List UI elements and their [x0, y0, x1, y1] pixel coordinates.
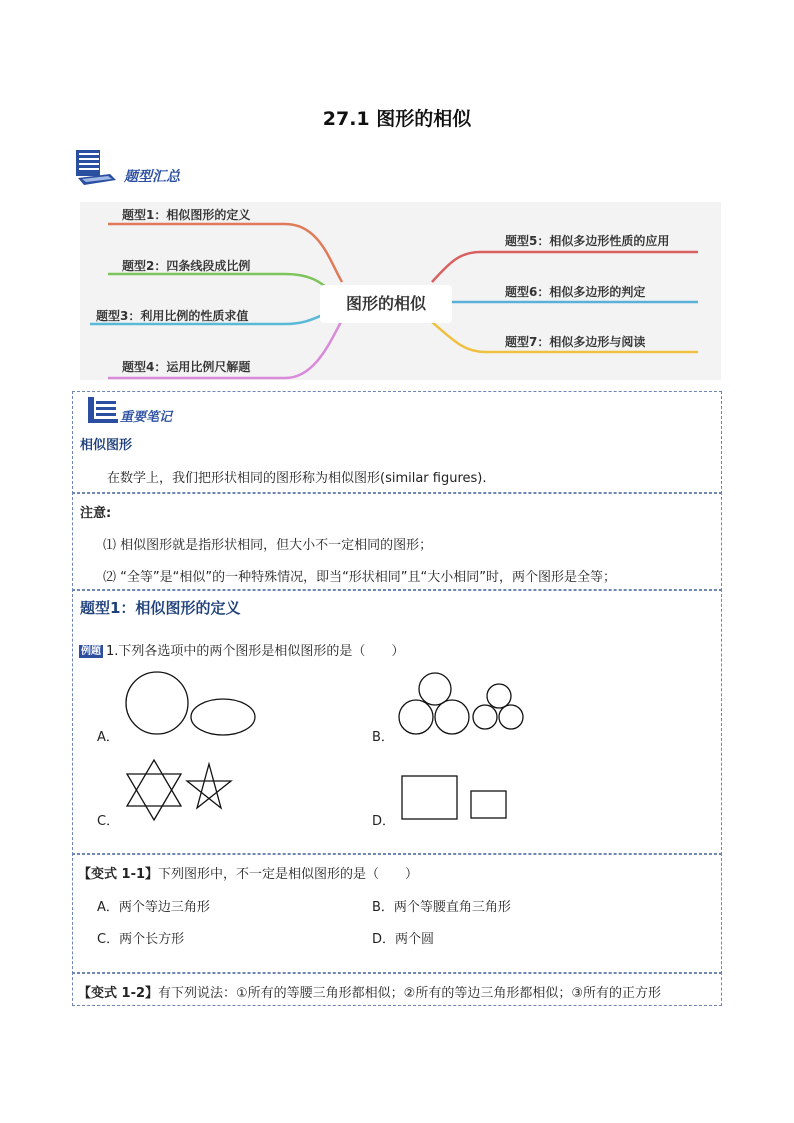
- figure-c-star-shapes: [124, 758, 240, 822]
- example-badge-text: 例题: [81, 646, 101, 657]
- attention-item-1: ⑴ 相似图形就是指形状相同，但大小不一定相同的图形；: [103, 538, 433, 553]
- attention-label: 注意:: [80, 506, 112, 521]
- type1-heading: 题型1：相似图形的定义: [80, 599, 241, 617]
- notes-subheading: 相似图形: [80, 438, 133, 453]
- mindmap-left-3: 题型3：利用比例的性质求值: [96, 309, 249, 323]
- variant2-label: 【变式 1-2】: [78, 986, 159, 1001]
- variant2-line: [78, 982, 661, 1001]
- figure-b-circle-groups: [396, 672, 528, 738]
- attention-item-2: ⑵ “全等”是“相似”的一种特殊情况，即当“形状相同”且“大小相同”时，两个图形是全等；: [103, 570, 617, 585]
- mindmap-center: 图形的相似: [320, 285, 452, 323]
- example-badge: [79, 639, 103, 658]
- variant1-label: 【变式 1-1】: [78, 867, 159, 882]
- mindmap-right-6: 题型6：相似多边形的判定: [505, 285, 646, 299]
- mindmap-left-1: 题型1：相似图形的定义: [122, 208, 251, 222]
- mindmap-left-2: 题型2：四条线段成比例: [122, 259, 251, 273]
- example-question: 1.下列各选项中的两个图形是相似图形的是（ ）: [106, 644, 405, 659]
- notes-book-icon: [86, 395, 120, 425]
- notes-heading: 重要笔记: [120, 409, 173, 424]
- option-c-label: C．: [97, 814, 120, 829]
- variant1-choice-b: B．两个等腰直角三角形: [372, 900, 511, 915]
- figure-d-rectangles: [400, 774, 510, 822]
- variant1-line: [78, 863, 418, 882]
- mindmap-right-5: 题型5：相似多边形性质的应用: [505, 234, 670, 248]
- figure-a-circle-ellipse: [120, 670, 260, 740]
- variant1-choice-d: D．两个圆: [372, 932, 435, 947]
- variant2-question: 有下列说法：①所有的等腰三角形都相似；②所有的等边三角形都相似；③所有的正方形: [158, 986, 661, 1001]
- option-b-label: B．: [372, 730, 394, 745]
- variant1-choice-a: A．两个等边三角形: [97, 900, 210, 915]
- option-d-label: D．: [372, 814, 396, 829]
- notes-definition: 在数学上，我们把形状相同的图形称为相似图形(similar figures).: [107, 471, 487, 486]
- page-title: 27.1 图形的相似: [322, 108, 472, 130]
- mindmap-right-7: 题型7：相似多边形与阅读: [505, 335, 646, 349]
- variant1-question: 下列图形中，不一定是相似图形的是（ ）: [158, 867, 419, 882]
- mindmap-left-4: 题型4：运用比例尺解题: [122, 360, 251, 374]
- summary-heading: 题型汇总: [124, 168, 180, 184]
- book-stack-icon: [74, 148, 118, 188]
- option-a-label: A．: [97, 730, 119, 745]
- variant1-choice-c: C．两个长方形: [97, 932, 185, 947]
